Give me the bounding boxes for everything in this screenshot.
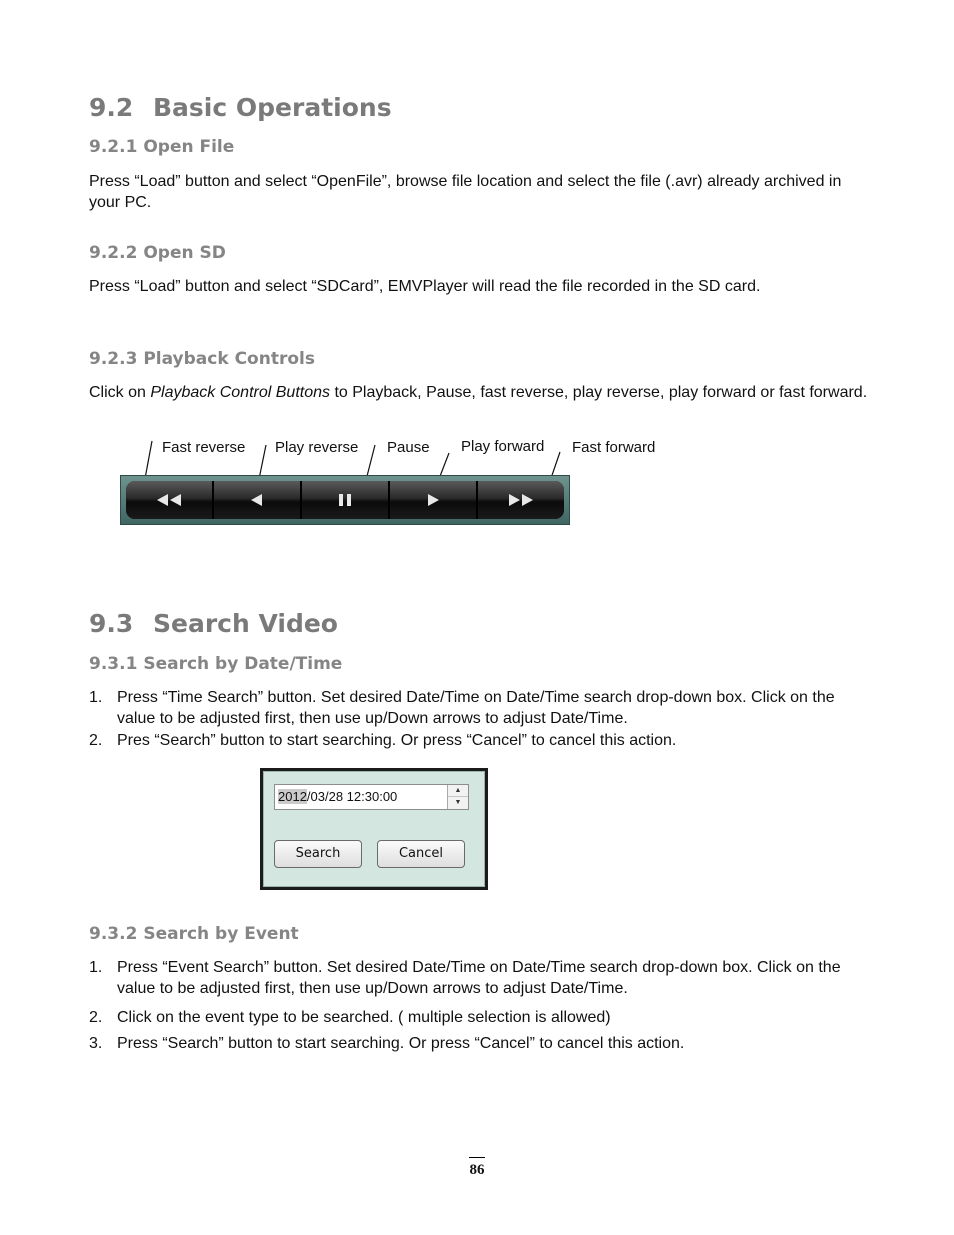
list-number: 1. [89,689,103,706]
play-reverse-icon [249,493,265,507]
callout-leader-lines [0,0,954,540]
label-play-forward: Play forward [461,438,545,455]
play-forward-button[interactable] [390,481,478,519]
spin-up-icon[interactable]: ▲ [448,785,468,797]
subheading-search-by-date: 9.3.1 Search by Date/Time [89,654,343,674]
datetime-picker[interactable] [274,784,469,810]
subheading-playback-controls: 9.2.3 Playback Controls [89,349,315,369]
list-item [89,957,889,999]
fast-reverse-icon [155,493,183,507]
list-text: Click on the event type to be searched. ( multiple selection is allowed) [117,1009,611,1026]
subheading-open-file: 9.2.1 Open File [89,137,235,157]
page-number: 86 [469,1162,485,1178]
list-item [89,1033,889,1054]
datetime-rest[interactable]: /03/28 12:30:00 [306,789,398,804]
section-title: Search Video [153,609,338,638]
section-number: 9.3 [89,609,134,638]
play-forward-icon [425,493,441,507]
fast-reverse-button[interactable] [126,481,214,519]
paragraph-open-sd: Press “Load” button and select “SDCard”, EMVPlayer will read the file recorded in the SD card. [89,278,761,295]
spin-down-icon[interactable]: ▼ [454,798,462,806]
list-text: Press “Time Search” button. Set desired Date/Time on Date/Time search drop-down box. Click on the value to be adjusted first, then use up/Down arrows to adjust Date/Time. [117,689,835,727]
paragraph-open-file: Press “Load” button and select “OpenFile”, browse file location and select the file (.avr) already archived in your PC. [89,173,842,211]
section-heading-9-3 [89,609,338,638]
list-number: 2. [89,732,103,749]
pause-button[interactable] [302,481,390,519]
list-text: Pres “Search” button to start searching. Or press “Cancel” to cancel this action. [117,732,677,749]
list-item [89,687,889,729]
label-fast-forward: Fast forward [572,439,656,456]
paragraph-emphasis: Playback Control Buttons [150,384,331,401]
subheading-open-sd: 9.2.2 Open SD [89,243,226,263]
list-number: 2. [89,1009,103,1026]
label-pause: Pause [387,439,430,456]
label-fast-reverse: Fast reverse [162,439,246,456]
time-search-dialog [260,768,488,890]
playback-control-bar [120,475,570,525]
pause-icon [336,493,354,507]
list-number: 3. [89,1035,103,1052]
list-number: 1. [89,959,103,976]
list-item [89,730,889,751]
paragraph-text: Click on [89,384,151,401]
list-item [89,1007,889,1028]
fast-forward-icon [507,493,535,507]
fast-forward-button[interactable] [478,481,564,519]
dialog-body [263,771,485,887]
playback-button-strip [126,481,564,519]
subheading-search-by-event: 9.3.2 Search by Event [89,924,299,944]
footer-rule [469,1157,485,1158]
cancel-button[interactable]: Cancel [377,840,465,868]
section-title: Basic Operations [153,93,392,122]
play-reverse-button[interactable] [214,481,302,519]
datetime-year-selected[interactable]: 2012 [278,789,307,804]
datetime-spinner[interactable] [447,785,468,809]
list-text: Press “Event Search” button. Set desired Date/Time on Date/Time search drop-down box. Click on the value to be adjusted first, then use up/Down arrows to adjust Date/Time. [117,959,841,997]
label-play-reverse: Play reverse [275,439,359,456]
search-button[interactable]: Search [274,840,362,868]
section-number: 9.2 [89,93,134,122]
list-text: Press “Search” button to start searching. Or press “Cancel” to cancel this action. [117,1035,685,1052]
paragraph-text: to Playback, Pause, fast reverse, play reverse, play forward or fast forward. [330,384,868,401]
